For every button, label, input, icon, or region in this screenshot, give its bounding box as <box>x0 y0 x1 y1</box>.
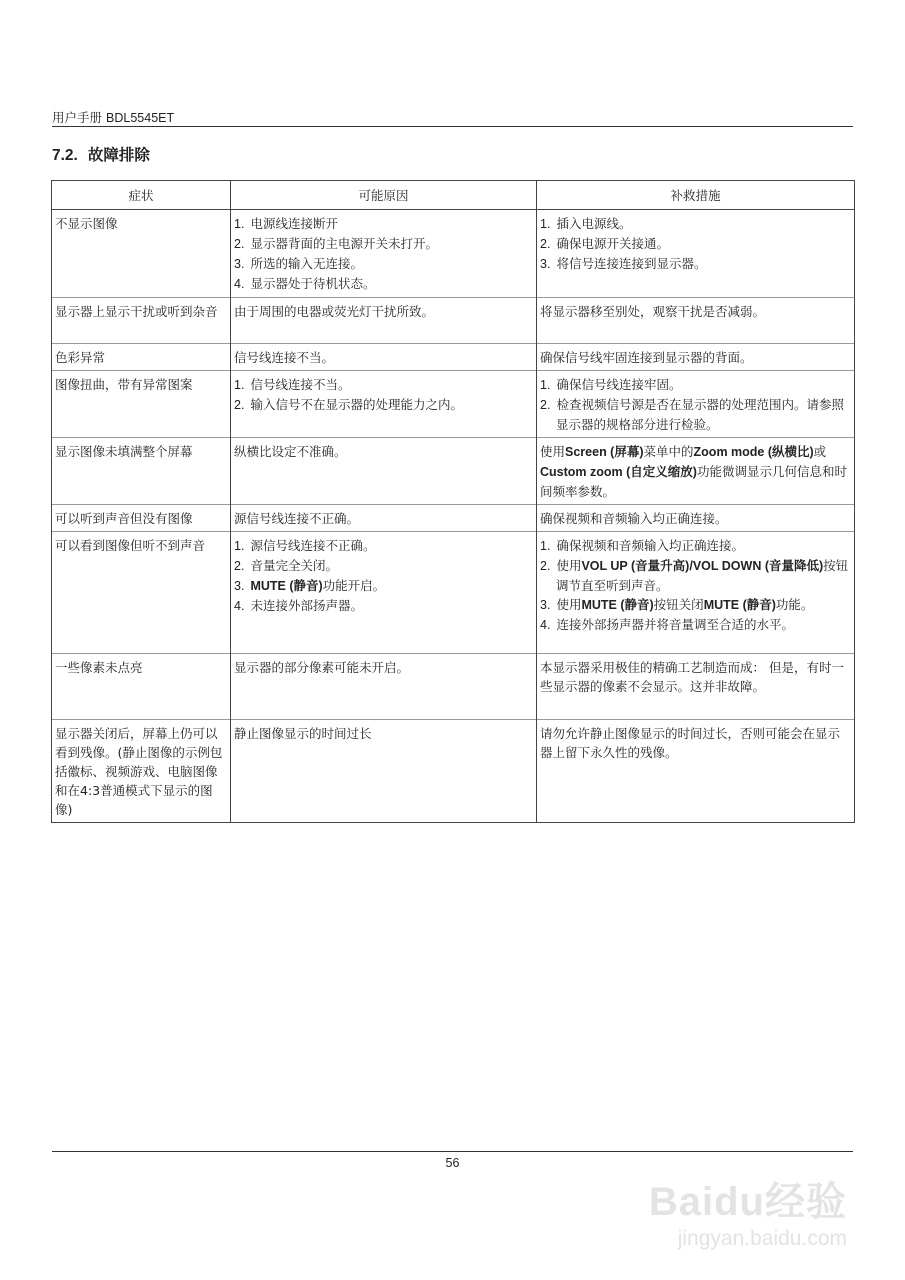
table-row <box>52 532 855 654</box>
cause-cell: 信号线连接不当。 <box>231 344 537 371</box>
cause-item-bold: MUTE (静音) <box>250 579 323 593</box>
cause-item: 功能开启。 <box>322 578 386 593</box>
table-row <box>52 371 855 438</box>
remedy-item: 确保视频和音频输入均正确连接。 <box>556 538 744 553</box>
remedy-cell: 本显示器采用极佳的精确工艺制造而成： 但是，有时一些显示器的像素不会显示。这并非故障。 <box>537 654 855 720</box>
cause-item: 信号线连接不当。 <box>250 377 351 392</box>
column-header-cause: 可能原因 <box>231 181 537 210</box>
running-header <box>52 108 174 126</box>
table-row <box>52 505 855 532</box>
cause-item: 输入信号不在显示器的处理能力之内。 <box>250 397 463 412</box>
symptom-cell: 色彩异常 <box>52 344 231 371</box>
section-heading: 故障排除 <box>87 146 150 164</box>
watermark-url: jingyan.baidu.com <box>677 1227 847 1250</box>
remedy-cell: 确保信号线牢固连接到显示器的背面。 <box>537 344 855 371</box>
button-name: MUTE (静音) <box>703 598 776 612</box>
cause-cell: 由于周围的电器或荧光灯干扰所致。 <box>231 298 537 344</box>
header-rule <box>52 126 853 127</box>
symptom-cell: 显示器上显示干扰或听到杂音 <box>52 298 231 344</box>
cause-item: 显示器处于待机状态。 <box>250 276 376 291</box>
remedy-text: 菜单中的 <box>643 444 694 459</box>
page-number: 56 <box>445 1156 460 1170</box>
cause-item: 音量完全关闭。 <box>250 558 338 573</box>
table-header-row <box>52 181 855 210</box>
remedy-cell: 确保视频和音频输入均正确连接。 <box>537 505 855 532</box>
table-row <box>52 720 855 823</box>
table-row <box>52 298 855 344</box>
remedy-item: 使用 <box>556 597 582 612</box>
cause-cell: 纵横比设定不准确。 <box>231 438 537 505</box>
remedy-item: / <box>689 559 693 573</box>
header-doc: 用户手册 <box>52 110 103 125</box>
remedy-item: 连接外部扬声器并将音量调至合适的水平。 <box>556 617 794 632</box>
cause-item: 源信号线连接不正确。 <box>250 538 376 553</box>
section-number: 7.2. <box>52 147 78 164</box>
watermark <box>649 1170 847 1251</box>
menu-name: Custom zoom (自定义缩放) <box>540 465 697 479</box>
table-row <box>52 438 855 505</box>
remedy-item: 功能。 <box>775 597 814 612</box>
symptom-cell: 不显示图像 <box>52 210 231 298</box>
remedy-item: 确保信号线连接牢固。 <box>556 377 682 392</box>
cause-item: 所选的输入无连接。 <box>250 256 363 271</box>
remedy-item: 插入电源线。 <box>556 216 632 231</box>
troubleshooting-table <box>51 180 855 823</box>
cause-cell: 1. 源信号线连接不正确。 2. 音量完全关闭。 3. MUTE (静音)功能开启。 4. 未连接外部扬声器。 <box>231 532 537 654</box>
cause-item: 显示器背面的主电源开关未打开。 <box>250 236 438 251</box>
remedy-cell: 1. 确保信号线连接牢固。 2. 检查视频信号源是否在显示器的处理范围内。请参照显示器的规格部分进行检验。 <box>537 371 855 438</box>
symptom-cell: 可以看到图像但听不到声音 <box>52 532 231 654</box>
symptom-cell: 一些像素未点亮 <box>52 654 231 720</box>
button-name: VOL DOWN (音量降低) <box>692 559 824 573</box>
menu-name: Screen (屏幕) <box>565 445 644 459</box>
section-title <box>52 143 150 165</box>
symptom-cell: 显示器关闭后，屏幕上仍可以看到残像。(静止图像的示例包括徽标、视频游戏、电脑图像和在4:3普通模式下显示的图像) <box>52 720 231 823</box>
table-row <box>52 344 855 371</box>
header-model: BDL5545ET <box>106 111 175 125</box>
watermark-logo: Baidu经验 <box>648 1180 847 1224</box>
remedy-cell: 1. 插入电源线。 2. 确保电源开关接通。 3. 将信号连接连接到显示器。 <box>537 210 855 298</box>
table-row <box>52 210 855 298</box>
symptom-cell: 可以听到声音但没有图像 <box>52 505 231 532</box>
remedy-item: 按钮调节直至听到声音。 <box>556 558 849 593</box>
column-header-symptom: 症状 <box>52 181 231 210</box>
cause-cell: 1. 电源线连接断开 2. 显示器背面的主电源开关未打开。 3. 所选的输入无连接。 4. 显示器处于待机状态。 <box>231 210 537 298</box>
cause-cell: 显示器的部分像素可能未开启。 <box>231 654 537 720</box>
symptom-cell: 显示图像未填满整个屏幕 <box>52 438 231 505</box>
remedy-item: 检查视频信号源是否在显示器的处理范围内。请参照显示器的规格部分进行检验。 <box>556 397 844 432</box>
remedy-cell: 将显示器移至别处，观察干扰是否减弱。 <box>537 298 855 344</box>
button-name: MUTE (静音) <box>581 598 654 612</box>
button-name: VOL UP (音量升高) <box>581 559 690 573</box>
menu-name: Zoom mode (纵横比) <box>693 445 814 459</box>
cause-item: 电源线连接断开 <box>250 216 338 231</box>
remedy-item: 按钮关闭 <box>653 597 704 612</box>
remedy-text: 使用 <box>540 444 566 459</box>
cause-cell: 静止图像显示的时间过长 <box>231 720 537 823</box>
cause-item: 未连接外部扬声器。 <box>250 598 363 613</box>
remedy-cell: 请勿允许静止图像显示的时间过长，否则可能会在显示器上留下永久性的残像。 <box>537 720 855 823</box>
remedy-text: 或 <box>813 444 827 459</box>
remedy-cell <box>537 438 855 505</box>
column-header-remedy: 补救措施 <box>537 181 855 210</box>
cause-cell: 源信号线连接不正确。 <box>231 505 537 532</box>
remedy-item: 使用 <box>556 558 582 573</box>
table-row <box>52 654 855 720</box>
remedy-item: 确保电源开关接通。 <box>556 236 669 251</box>
remedy-cell: 1. 确保视频和音频输入均正确连接。 2. 使用VOL UP (音量升高)/VOL DOWN (音量降低)按钮调节直至听到声音。 3. 使用MUTE (静音)按钮关闭MUTE (静音)功能。 4. 连接外部扬声器并将音量调至合适的水平。 <box>537 532 855 654</box>
cause-cell: 1. 信号线连接不当。 2. 输入信号不在显示器的处理能力之内。 <box>231 371 537 438</box>
remedy-text: 功能微调显示几何信息和时间频率参数。 <box>540 464 847 499</box>
remedy-item: 将信号连接连接到显示器。 <box>556 256 707 271</box>
symptom-cell: 图像扭曲，带有异常图案 <box>52 371 231 438</box>
footer-rule <box>52 1151 853 1152</box>
